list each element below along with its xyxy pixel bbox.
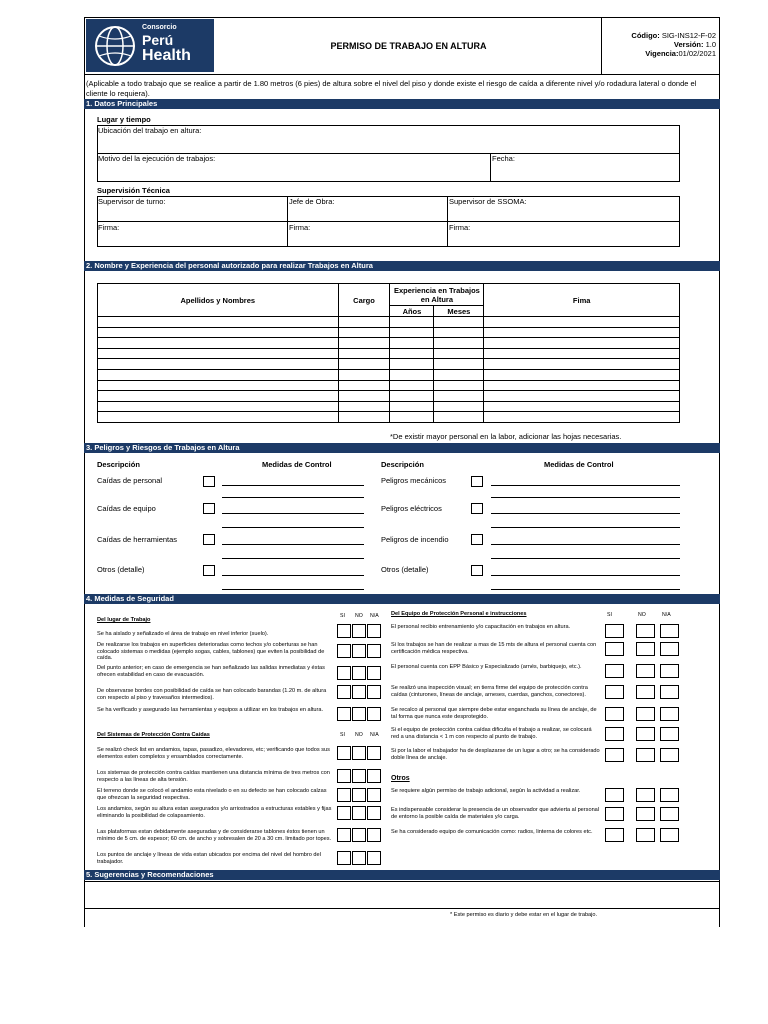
globe-icon (92, 24, 138, 68)
others-item: Se ha considerado equipo de comunicación como: radios, linterna de colores etc. (391, 829, 593, 835)
hazard-others-right: Otros (detalle) (381, 565, 429, 574)
measure-checkbox[interactable] (367, 806, 381, 820)
control-measure-line[interactable] (222, 575, 364, 576)
location-field[interactable]: Ubicación del trabajo en altura: (98, 126, 202, 135)
table-row[interactable] (98, 401, 680, 412)
na-header-right: N/A (662, 612, 671, 618)
measure-checkbox[interactable] (352, 828, 366, 842)
foreman-field[interactable]: Jefe de Obra: (289, 197, 335, 206)
measure-checkbox[interactable] (605, 624, 624, 638)
hazard-fire: Peligros de incendio (381, 535, 449, 544)
section-3-header: 3. Peligros y Riesgos de Trabajos en Altura (84, 443, 720, 453)
measure-checkbox[interactable] (367, 828, 381, 842)
control-measure-line[interactable] (491, 575, 680, 576)
table-row[interactable] (98, 391, 680, 402)
hazards-desc-heading-right: Descripción (381, 460, 424, 469)
section-5-header: 5. Sugerencias y Recomendaciones (84, 870, 720, 880)
measure-checkbox[interactable] (352, 685, 366, 699)
measure-checkbox[interactable] (352, 746, 366, 760)
systems-item: Se realizó check list en andamios, tapas, pasadizo, elevadores, etc; verificando que todos sus elementos esten completos y ensamblados correctamente. (97, 747, 330, 760)
ppe-item: Si los trabajos se han de realizar a mas de 15 mts de altura el personal cuenta con certificación médica respectiva. (391, 642, 597, 655)
company-logo (86, 19, 214, 72)
personnel-table (97, 283, 680, 423)
measure-checkbox[interactable] (367, 746, 381, 760)
hazard-checkbox[interactable] (471, 476, 483, 487)
col-signature: Fima (484, 284, 680, 317)
shift-supervisor-signature[interactable]: Firma: (98, 223, 120, 232)
measure-checkbox[interactable] (337, 828, 351, 842)
ppe-item: Si el equipo de protección contra caídas dificulta el trabajo a realizar, se colocará red a una distancia < 1 m con respecto al punto de trabajo. (391, 727, 592, 740)
measure-checkbox[interactable] (352, 624, 366, 638)
control-measure-line[interactable] (222, 544, 364, 545)
reason-field[interactable]: Motivo del la ejecución de trabajos: (98, 154, 216, 163)
measure-checkbox[interactable] (636, 685, 655, 699)
table-row[interactable] (98, 327, 680, 338)
others-subtitle: Otros (391, 775, 410, 782)
measure-checkbox[interactable] (605, 707, 624, 721)
ppe-item: Se recalco al personal que siempre debe estar enganchada su línea de anclaje, de tal forma que nunca este desprotegido. (391, 707, 597, 720)
supervision-heading: Supervisión Técnica (97, 186, 170, 195)
measure-checkbox[interactable] (660, 707, 679, 721)
table-row[interactable] (98, 317, 680, 328)
no-header-left: NO (355, 613, 363, 619)
hazard-others-left: Otros (detalle) (97, 565, 145, 574)
measure-checkbox[interactable] (367, 769, 381, 783)
document-metadata: Código: SIG-INS12-F-02 Versión: 1.0 Vigencia:01/02/2021 (631, 31, 716, 58)
measure-checkbox[interactable] (636, 664, 655, 678)
measure-checkbox[interactable] (636, 748, 655, 762)
systems-item: Los puntos de anclaje y líneas de vida estan ubicados por encima del nivel del hombro del trabajador. (97, 852, 321, 865)
measure-checkbox[interactable] (352, 806, 366, 820)
measure-checkbox[interactable] (660, 685, 679, 699)
measure-checkbox[interactable] (605, 642, 624, 656)
hazard-checkbox[interactable] (203, 476, 215, 487)
control-measure-line[interactable] (491, 485, 680, 486)
control-measure-line[interactable] (491, 497, 680, 498)
logo-text-peru: Perú (142, 32, 174, 48)
control-measure-line[interactable] (491, 544, 680, 545)
control-measure-line[interactable] (222, 558, 364, 559)
na-header-left2: N/A (370, 732, 379, 738)
measure-checkbox[interactable] (367, 707, 381, 721)
measure-checkbox[interactable] (337, 788, 351, 802)
footer-note: * Este permiso es diario y debe estar en el lugar de trabajo. (450, 912, 598, 918)
control-measure-line[interactable] (222, 589, 364, 590)
measure-checkbox[interactable] (337, 644, 351, 658)
place-item: Se ha aislado y señalizado el área de trabajo en nivel inferior (suelo). (97, 631, 269, 637)
measure-checkbox[interactable] (605, 788, 624, 802)
hazard-checkbox[interactable] (471, 565, 483, 576)
measure-checkbox[interactable] (660, 807, 679, 821)
measure-checkbox[interactable] (636, 624, 655, 638)
place-item: De observarse bordes con posibilidad de caída se han colocado barandas (1.20 m. de altura con respecto al piso y travesaños intermedios). (97, 688, 327, 701)
section-2-header: 2. Nombre y Experiencia del personal autorizado para realizar Trabajos en Altura (84, 261, 720, 271)
measure-checkbox[interactable] (352, 707, 366, 721)
measure-checkbox[interactable] (660, 642, 679, 656)
measure-checkbox[interactable] (337, 707, 351, 721)
control-measure-line[interactable] (491, 589, 680, 590)
control-measure-line[interactable] (222, 485, 364, 486)
measure-checkbox[interactable] (636, 642, 655, 656)
hazard-falls-personnel: Caídas de personal (97, 476, 163, 485)
measure-checkbox[interactable] (367, 666, 381, 680)
ppe-item: Se realizó una inspección visual; en tierra firme del equipo de protección contra caídas (cinturones, líneas de anclaje, arneses, cuerdas, ganchos, conectores). (391, 685, 588, 698)
measure-checkbox[interactable] (605, 748, 624, 762)
place-time-heading: Lugar y tiempo (97, 115, 151, 124)
table-row[interactable] (98, 412, 680, 423)
ppe-item: El personal cuenta con EPP Básico y Especializado (arnés, barbiquejo, etc.). (391, 664, 582, 670)
control-measure-line[interactable] (491, 558, 680, 559)
measure-checkbox[interactable] (352, 851, 366, 865)
date-field[interactable]: Fecha: (492, 154, 515, 163)
table-row[interactable] (98, 338, 680, 349)
others-item: Se requiere algún permiso de trabajo adicional, según la actividad a realizar. (391, 788, 581, 794)
table-row[interactable] (98, 369, 680, 380)
section-1-header: 1. Datos Principales (84, 99, 720, 109)
control-measure-line[interactable] (222, 527, 364, 528)
ssoma-supervisor-field[interactable]: Supervisor de SSOMA: (449, 197, 527, 206)
table-row[interactable] (98, 380, 680, 391)
place-subtitle: Del lugar de Trabajo (97, 617, 151, 623)
place-item: Del punto anterior; en caso de emergencia se han señalizado las salidas inmediatas y éstas ofrecen estabilidad en caso de evacuación. (97, 665, 325, 678)
no-header-right: NO (638, 612, 646, 618)
col-experience: Experiencia en Trabajos en Altura (390, 284, 484, 306)
yes-header-right: SI (607, 612, 612, 618)
hazard-checkbox[interactable] (203, 565, 215, 576)
measure-checkbox[interactable] (367, 644, 381, 658)
hazard-electrical: Peligros eléctricos (381, 504, 442, 513)
ppe-item: El personal recibio entrenamiento y/o capacitación en trabajos en altura. (391, 624, 571, 630)
section-4-header: 4. Medidas de Seguridad (84, 594, 720, 604)
control-measure-line[interactable] (491, 527, 680, 528)
measure-checkbox[interactable] (660, 748, 679, 762)
ppe-subtitle: Del Equipo de Protección Personal e instrucciones (391, 611, 527, 617)
measure-checkbox[interactable] (337, 624, 351, 638)
foreman-signature[interactable]: Firma: (289, 223, 311, 232)
yes-header-left2: SI (340, 732, 345, 738)
col-names: Apellidos y Nombres (98, 284, 339, 317)
measure-checkbox[interactable] (605, 664, 624, 678)
measure-checkbox[interactable] (660, 624, 679, 638)
yes-header-left: SI (340, 613, 345, 619)
measure-checkbox[interactable] (352, 644, 366, 658)
others-item: Es indispensable considerar la presencia de un observador que advierta al personal de entorno la posible caída de materiales y/o carga. (391, 807, 600, 820)
na-header-left: N/A (370, 613, 379, 619)
col-position: Cargo (338, 284, 390, 317)
hazards-measures-heading-left: Medidas de Control (262, 460, 332, 469)
measure-checkbox[interactable] (337, 806, 351, 820)
hazard-checkbox[interactable] (203, 503, 215, 514)
measure-checkbox[interactable] (367, 851, 381, 865)
measure-checkbox[interactable] (367, 685, 381, 699)
hazard-falls-tools: Caídas de herramientas (97, 535, 178, 544)
place-item: Se ha verificado y asegurado las herramientas y equipos a utilizar en los trabajos en altura. (97, 707, 324, 713)
measure-checkbox[interactable] (605, 727, 624, 741)
measure-checkbox[interactable] (605, 685, 624, 699)
measure-checkbox[interactable] (352, 769, 366, 783)
measure-checkbox[interactable] (605, 807, 624, 821)
intro-text: (Aplicable a todo trabajo que se realice a partir de 1.80 metros (6 pies) de altura sobre el nivel del piso y donde existe el riesgo de caída a diferente nivel y/o rodadura lateral o donde el cliente lo requiera). (86, 79, 697, 98)
measure-checkbox[interactable] (337, 666, 351, 680)
hazards-desc-heading-left: Descripción (97, 460, 140, 469)
logo-text-consorcio: Consorcio (142, 24, 177, 31)
ppe-item: Si por la labor el trabajador ha de desplazarse de un lugar a otro; se ha considerado doble línea de anclaje. (391, 748, 600, 761)
measure-checkbox[interactable] (660, 788, 679, 802)
systems-item: Las plataformas estan debidamente aseguradas y de considerarse tablones éstos tienen un mínimo de 5 cm. de espesor; 60 cm. de ancho y sobresalen de 20 a 30 cm. limitado por topes. (97, 829, 332, 842)
hazard-checkbox[interactable] (471, 534, 483, 545)
measure-checkbox[interactable] (636, 788, 655, 802)
measure-checkbox[interactable] (352, 788, 366, 802)
systems-item: Los sistemas de protección contra caídas mantienen una distancia mínima de tres metros con respecto a las líneas de alta tensión. (97, 770, 330, 783)
measure-checkbox[interactable] (337, 851, 351, 865)
shift-supervisor-field[interactable]: Supervisor de turno: (98, 197, 166, 206)
measure-checkbox[interactable] (367, 624, 381, 638)
measure-checkbox[interactable] (660, 664, 679, 678)
personnel-note: *De existir mayor personal en la labor, adicionar las hojas necesarias. (390, 432, 622, 441)
hazards-measures-heading-right: Medidas de Control (544, 460, 614, 469)
measure-checkbox[interactable] (636, 707, 655, 721)
systems-item: El terreno donde se colocó el andamio esta nivelado o en su defecto se han colocado calzas que ofrezcan la seguridad respectiva. (97, 788, 327, 801)
measure-checkbox[interactable] (660, 828, 679, 842)
suggestions-field[interactable] (84, 881, 720, 909)
measure-checkbox[interactable] (352, 666, 366, 680)
control-measure-line[interactable] (222, 513, 364, 514)
systems-subtitle: Del Sistemas de Protección Contra Caídas (97, 732, 210, 738)
measure-checkbox[interactable] (636, 807, 655, 821)
form-header (84, 17, 720, 75)
col-years: Años (390, 306, 434, 317)
col-months: Meses (434, 306, 484, 317)
logo-text-health: Health (142, 47, 191, 64)
measure-checkbox[interactable] (337, 746, 351, 760)
control-measure-line[interactable] (491, 513, 680, 514)
measure-checkbox[interactable] (636, 727, 655, 741)
systems-item: Los andamios, según su altura estan asegurados y/o arriostrados a estructuras estables y fijas eliminando la posibilidad de colapsamiento. (97, 806, 332, 819)
hazard-mechanical: Peligros mecánicos (381, 476, 447, 485)
measure-checkbox[interactable] (337, 769, 351, 783)
measure-checkbox[interactable] (636, 828, 655, 842)
measure-checkbox[interactable] (605, 828, 624, 842)
measure-checkbox[interactable] (337, 685, 351, 699)
table-row[interactable] (98, 348, 680, 359)
table-row[interactable] (98, 359, 680, 370)
hazard-checkbox[interactable] (471, 503, 483, 514)
measure-checkbox[interactable] (660, 727, 679, 741)
control-measure-line[interactable] (222, 497, 364, 498)
hazard-falls-equipment: Caídas de equipo (97, 504, 156, 513)
place-item: De realizarse los trabajos en superficies deterioradas como techos y/o coberturas se han colocado sistemas o medidas (ejemplo sogas, cables, tablones) que eviten la posibilidad de caída. (97, 642, 325, 662)
form-title: PERMISO DE TRABAJO EN ALTURA (216, 17, 602, 74)
no-header-left2: NO (355, 732, 363, 738)
hazard-checkbox[interactable] (203, 534, 215, 545)
ssoma-signature[interactable]: Firma: (449, 223, 471, 232)
measure-checkbox[interactable] (367, 788, 381, 802)
